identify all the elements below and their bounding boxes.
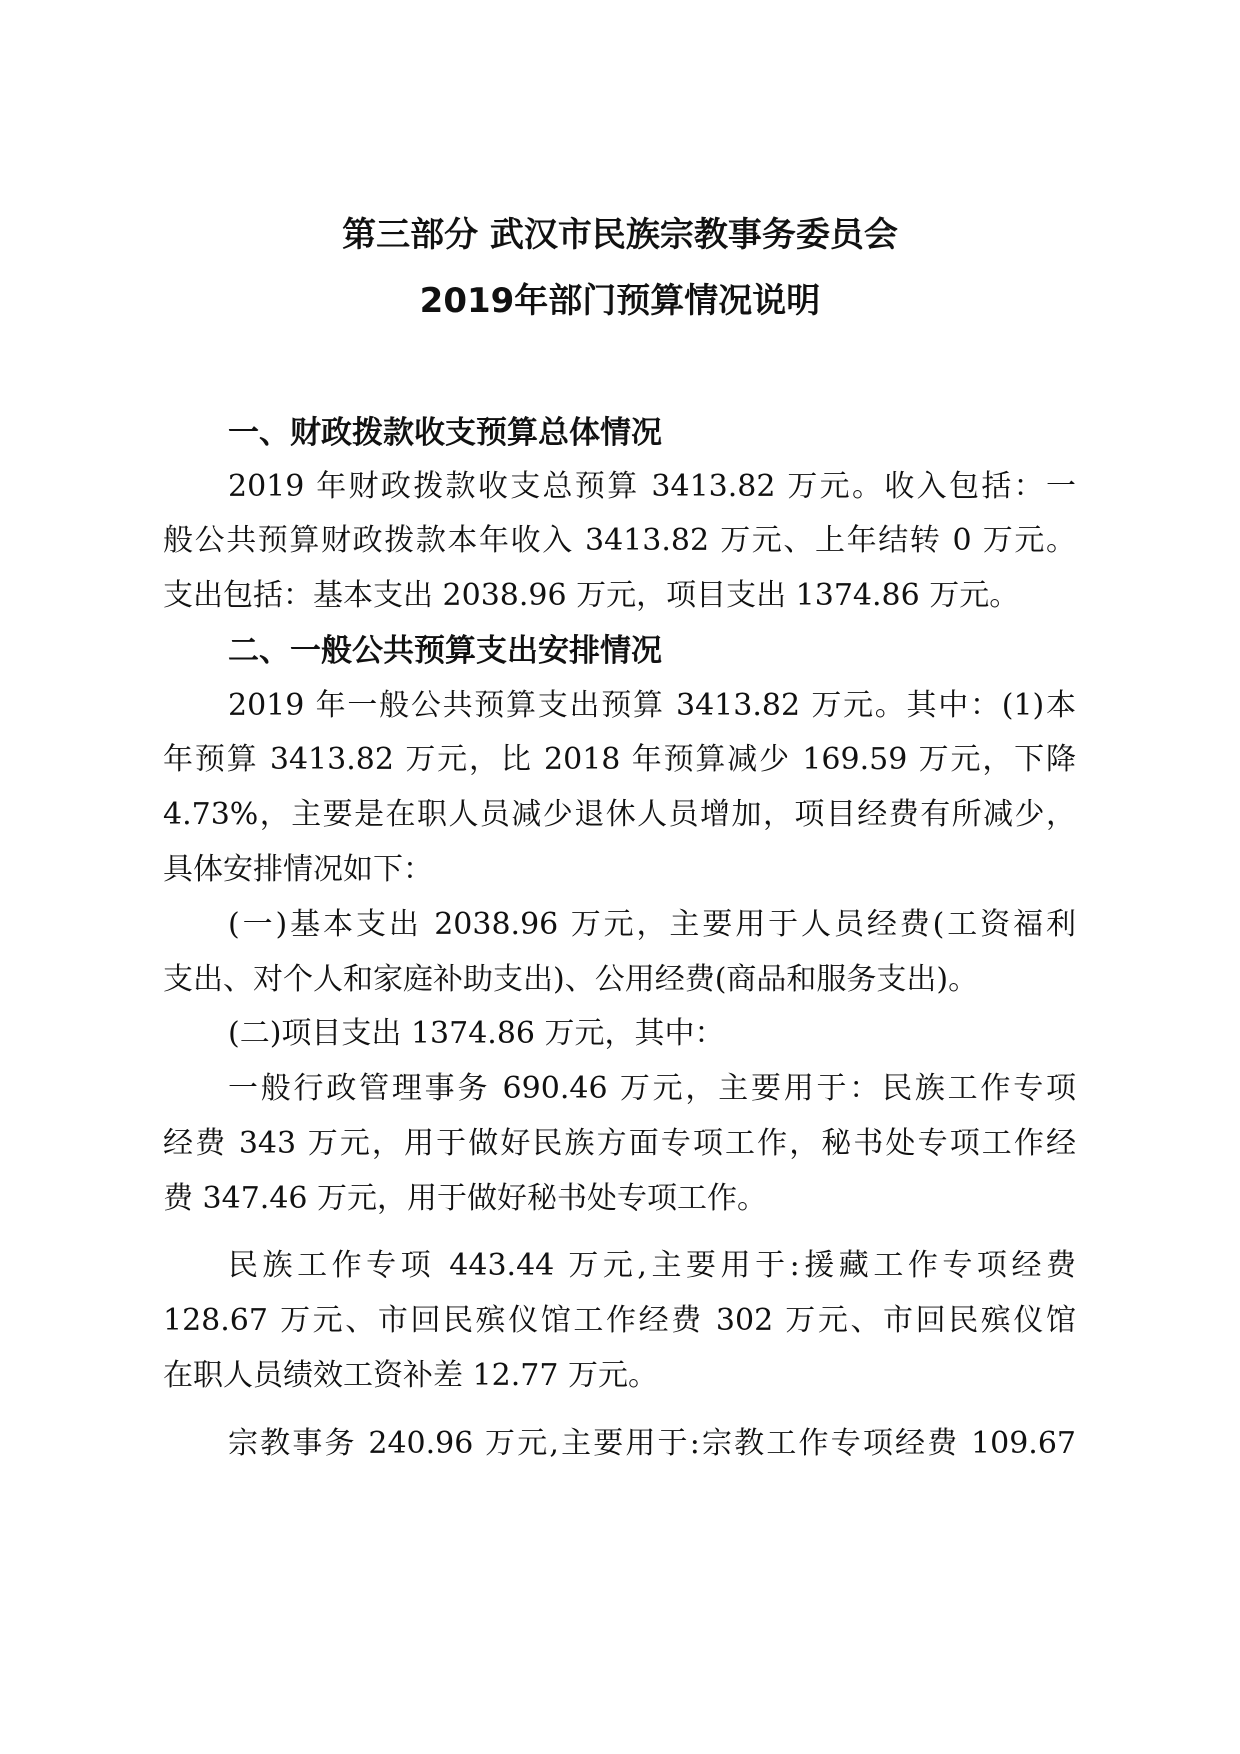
section-1-line-2: 般公共预算财政拨款本年收入 3413.82 万元、上年结转 0 万元。	[163, 523, 1076, 558]
section-2-para-4-line-3: 费 347.46 万元，用于做好秘书处专项工作。	[163, 1181, 768, 1216]
section-2-para-1-line-1: 2019 年一般公共预算支出预算 3413.82 万元。其中：(1)本	[228, 688, 1076, 723]
section-2-para-1-line-4: 具体安排情况如下：	[163, 852, 433, 887]
section-2-para-4-line-1: 一般行政管理事务 690.46 万元，主要用于：民族工作专项	[228, 1071, 1076, 1106]
section-2-para-5-line-3: 在职人员绩效工资补差 12.77 万元。	[163, 1358, 658, 1393]
section-2-para-5-line-1: 民族工作专项 443.44 万元,主要用于:援藏工作专项经费	[228, 1248, 1076, 1283]
section-2-para-4-line-2: 经费 343 万元，用于做好民族方面专项工作，秘书处专项工作经	[163, 1126, 1076, 1161]
section-2-para-2-line-1: (一)基本支出 2038.96 万元，主要用于人员经费(工资福利	[228, 907, 1076, 942]
section-1-heading: 一、财政拨款收支预算总体情况	[228, 415, 662, 451]
section-2-para-2-line-2: 支出、对个人和家庭补助支出)、公用经费(商品和服务支出)。	[163, 962, 979, 997]
section-1-line-1: 2019 年财政拨款收支总预算 3413.82 万元。收入包括：一	[228, 469, 1076, 504]
section-2-para-1-line-2: 年预算 3413.82 万元，比 2018 年预算减少 169.59 万元，下降	[163, 742, 1076, 777]
section-2-heading: 二、一般公共预算支出安排情况	[228, 633, 662, 669]
section-2-para-6-line-1: 宗教事务 240.96 万元,主要用于:宗教工作专项经费 109.67	[228, 1426, 1076, 1461]
section-1-line-3: 支出包括：基本支出 2038.96 万元，项目支出 1374.86 万元。	[163, 578, 1020, 613]
section-2-para-3-line-1: (二)项目支出 1374.86 万元，其中：	[228, 1016, 725, 1051]
document-title-line-1: 第三部分 武汉市民族宗教事务委员会	[342, 215, 898, 255]
document-title-line-2: 2019年部门预算情况说明	[419, 281, 821, 321]
section-2-para-5-line-2: 128.67 万元、市回民殡仪馆工作经费 302 万元、市回民殡仪馆	[163, 1303, 1076, 1338]
section-2-para-1-line-3: 4.73%，主要是在职人员减少退休人员增加，项目经费有所减少，	[163, 797, 1076, 832]
